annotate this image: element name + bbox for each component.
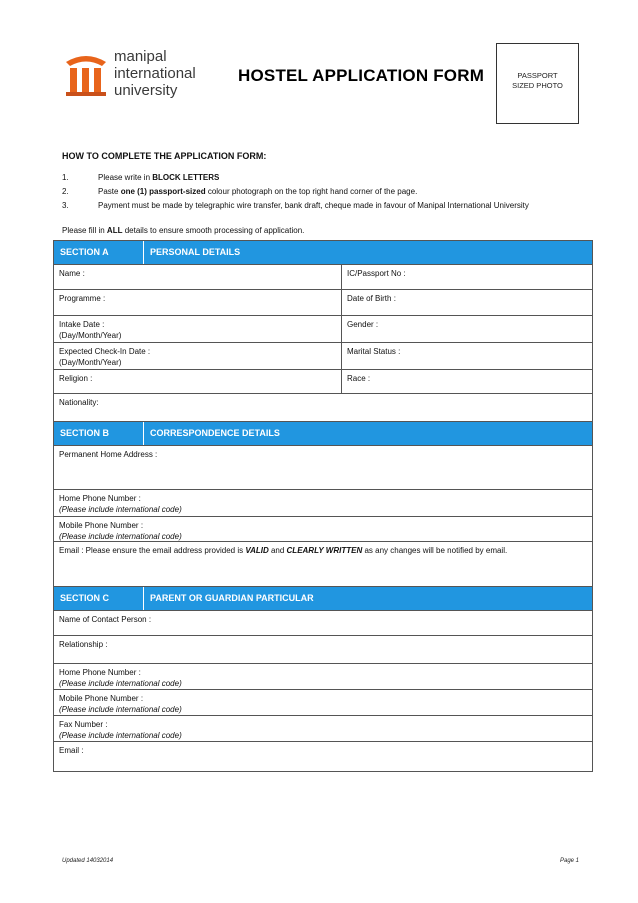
university-logo xyxy=(62,44,212,106)
section-c-header xyxy=(54,587,592,611)
form-row-programme xyxy=(54,290,592,316)
contact-person-field[interactable]: Name of Contact Person : xyxy=(59,615,152,624)
section-a-title: PERSONAL DETAILS xyxy=(150,247,241,257)
form-row-guardian-mobile xyxy=(54,690,592,716)
home-address-field[interactable]: Permanent Home Address : xyxy=(59,450,158,459)
photo-label-line1: PASSPORT xyxy=(517,71,558,80)
footer-updated: Updated 14032014 xyxy=(62,858,114,864)
form-row-mobile-phone xyxy=(54,517,592,542)
form-row-guardian-email xyxy=(54,742,592,771)
form-row-relationship xyxy=(54,636,592,664)
section-a-code: SECTION A xyxy=(54,241,144,264)
religion-field[interactable]: Religion : xyxy=(54,370,342,393)
photo-label-line2: SIZED PHOTO xyxy=(512,81,563,90)
logo-text: manipal international university xyxy=(114,48,196,99)
race-field[interactable]: Race : xyxy=(347,374,371,383)
email-field[interactable]: Email : Please ensure the email address provided is VALID and CLEARLY WRITTEN as any changes will be notified by email. xyxy=(59,546,508,555)
home-phone-field[interactable]: Home Phone Number : (Please include international code) xyxy=(59,494,182,514)
footer-page-number: Page 1 xyxy=(560,858,580,864)
section-a-header xyxy=(54,241,592,265)
application-form-table xyxy=(53,240,593,772)
form-row-name xyxy=(54,265,592,290)
gender-field[interactable]: Gender : xyxy=(347,320,379,329)
intake-date-field[interactable]: Intake Date : (Day/Month/Year) xyxy=(54,316,342,342)
fax-field[interactable]: Fax Number : (Please include international code) xyxy=(59,720,182,740)
nationality-field[interactable]: Nationality: xyxy=(59,398,99,407)
form-row-nationality xyxy=(54,394,592,422)
form-row-guardian-home-phone xyxy=(54,664,592,690)
instruction-item: 2. Paste one (1) passport-sized colour photograph on the top right hand corner of the page. xyxy=(62,187,418,196)
form-row-religion xyxy=(54,370,592,394)
marital-status-field[interactable]: Marital Status : xyxy=(347,347,401,356)
programme-field[interactable]: Programme : xyxy=(54,290,342,315)
form-row-contact xyxy=(54,611,592,636)
name-field[interactable]: Name : xyxy=(54,265,342,289)
checkin-date-field[interactable]: Expected Check-In Date : (Day/Month/Year) xyxy=(54,343,342,369)
section-c-title: PARENT OR GUARDIAN PARTICULAR xyxy=(150,593,314,603)
form-row-home-phone xyxy=(54,490,592,517)
section-b-header xyxy=(54,422,592,446)
section-b-title: CORRESPONDENCE DETAILS xyxy=(150,428,280,438)
ic-passport-field[interactable]: IC/Passport No : xyxy=(347,269,406,278)
form-row-address xyxy=(54,446,592,490)
form-row-checkin xyxy=(54,343,592,370)
guardian-home-phone-field[interactable]: Home Phone Number : (Please include international code) xyxy=(59,668,182,688)
section-b-code: SECTION B xyxy=(54,422,144,445)
form-row-intake xyxy=(54,316,592,343)
dob-field[interactable]: Date of Birth : xyxy=(347,294,396,303)
guardian-email-field[interactable]: Email : xyxy=(59,746,84,755)
form-title: HOSTEL APPLICATION FORM xyxy=(238,66,485,85)
instructions-heading: HOW TO COMPLETE THE APPLICATION FORM: xyxy=(62,151,267,161)
instruction-item: 3. Payment must be made by telegraphic wire transfer, bank draft, cheque made in favour of Manipal International University xyxy=(62,201,529,210)
form-row-email xyxy=(54,542,592,587)
mu-logo-icon xyxy=(62,48,110,100)
guardian-mobile-field[interactable]: Mobile Phone Number : (Please include international code) xyxy=(59,694,182,714)
mobile-phone-field[interactable]: Mobile Phone Number : (Please include international code) xyxy=(59,521,182,541)
section-c-code: SECTION C xyxy=(54,587,144,610)
passport-photo-box xyxy=(496,43,579,124)
instruction-item: 1. Please write in BLOCK LETTERS xyxy=(62,173,220,182)
relationship-field[interactable]: Relationship : xyxy=(59,640,108,649)
form-row-fax xyxy=(54,716,592,742)
instructions-note: Please fill in ALL details to ensure smooth processing of application. xyxy=(62,226,305,235)
